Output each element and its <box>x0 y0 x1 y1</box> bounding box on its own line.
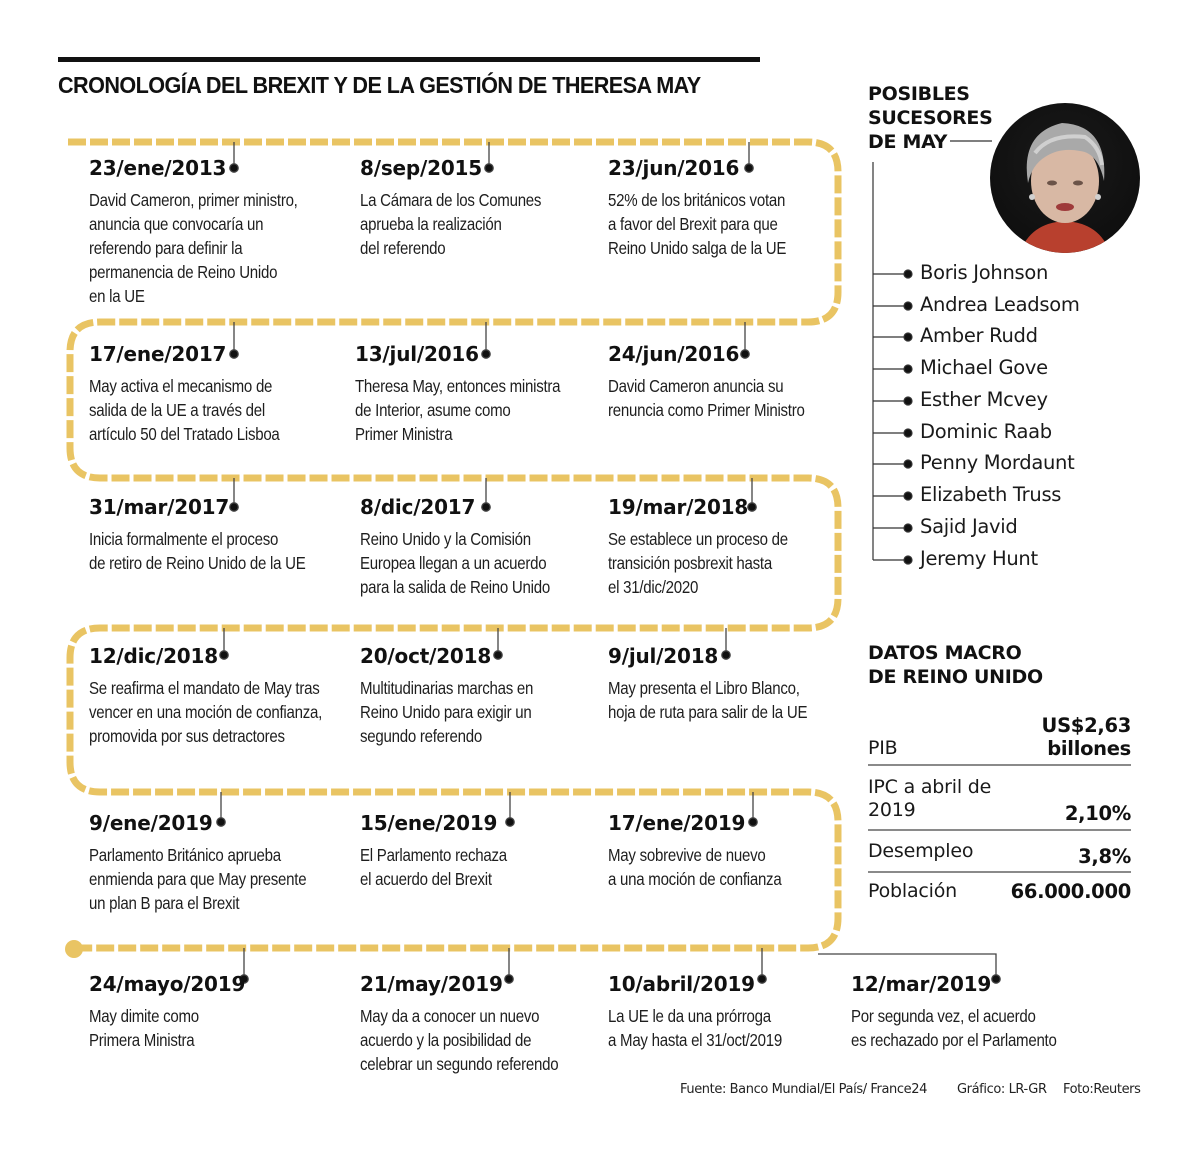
event-date: 8/sep/2015 <box>360 156 482 180</box>
successor-name: Penny Mordaunt <box>920 451 1075 474</box>
event-description: Reino Unido y la Comisión Europea llegan a un acuerdo para la salida de Reino Unido <box>360 529 550 597</box>
successors-title <box>868 82 992 154</box>
timeline-event <box>355 342 595 446</box>
event-description: Inicia formalmente el proceso de retiro de Reino Unido de la UE <box>89 529 306 573</box>
event-description: 52% de los británicos votan a favor del Brexit para que Reino Unido salga de la UE <box>608 190 787 258</box>
macro-title-line: DATOS MACRO <box>868 642 1022 664</box>
bullet-dot <box>904 365 912 373</box>
footer-photo: Foto:Reuters <box>1063 1082 1141 1097</box>
timeline-event <box>360 156 600 260</box>
macro-divider <box>868 871 1131 873</box>
bullet-dot <box>904 524 912 532</box>
page-title: CRONOLOGÍA DEL BREXIT Y DE LA GESTIÓN DE THERESA MAY <box>58 72 701 98</box>
bullet-dot <box>904 429 912 437</box>
event-date: 9/ene/2019 <box>89 811 213 835</box>
event-date: 23/ene/2013 <box>89 156 227 180</box>
macro-value: US$2,63 billones <box>1041 714 1131 760</box>
event-description: David Cameron anuncia su renuncia como Primer Ministro <box>608 376 805 420</box>
event-date: 12/mar/2019 <box>851 972 992 996</box>
macro-divider <box>868 829 1131 831</box>
macro-label: Desempleo <box>868 840 974 862</box>
event-date: 21/may/2019 <box>360 972 503 996</box>
event-description: May activa el mecanismo de salida de la UE a través del artículo 50 del Tratado Lisboa <box>89 376 280 444</box>
event-date: 23/jun/2016 <box>608 156 740 180</box>
bullet-dot <box>904 492 912 500</box>
successors-title-line: POSIBLES <box>868 83 970 105</box>
event-date: 31/mar/2017 <box>89 495 230 519</box>
macro-row-desempleo <box>868 840 1131 870</box>
footer-graphic: Gráfico: LR-GR <box>957 1082 1047 1097</box>
timeline-event <box>89 156 329 308</box>
event-date: 20/oct/2018 <box>360 644 492 668</box>
event-date: 10/abril/2019 <box>608 972 755 996</box>
successor-name: Andrea Leadsom <box>920 293 1080 316</box>
event-date: 8/dic/2017 <box>360 495 476 519</box>
event-date: 17/ene/2017 <box>89 342 227 366</box>
successor-name: Michael Gove <box>920 356 1048 379</box>
macro-divider <box>868 764 1131 766</box>
successors-title-line: DE MAY <box>868 131 948 153</box>
macro-label: Población <box>868 880 957 902</box>
event-description: Parlamento Británico aprueba enmienda para que May presente un plan B para el Brexit <box>89 845 307 913</box>
timeline-event <box>608 644 848 724</box>
timeline-event <box>360 495 600 599</box>
event-date: 24/mayo/2019 <box>89 972 246 996</box>
macro-value: 66.000.000 <box>1010 880 1131 903</box>
timeline-event <box>89 342 329 446</box>
bullet-dot <box>904 397 912 405</box>
macro-row-ipc <box>868 776 1131 826</box>
timeline-event <box>360 972 600 1076</box>
successor-name: Elizabeth Truss <box>920 483 1062 506</box>
macro-value: 3,8% <box>1078 845 1131 868</box>
event-description: Por segunda vez, el acuerdo es rechazado por el Parlamento <box>851 1006 1057 1050</box>
event-description: Se establece un proceso de transición posbrexit hasta el 31/dic/2020 <box>608 529 788 597</box>
event-date: 17/ene/2019 <box>608 811 746 835</box>
event-description: May da a conocer un nuevo acuerdo y la posibilidad de celebrar un segundo referendo <box>360 1006 559 1074</box>
successor-name: Esther Mcvey <box>920 388 1048 411</box>
macro-label: IPC a abril de 2019 <box>868 776 992 821</box>
timeline-event <box>89 811 329 915</box>
timeline-event <box>608 972 848 1052</box>
event-description: May presenta el Libro Blanco, hoja de ruta para salir de la UE <box>608 678 808 722</box>
macro-title-line: DE REINO UNIDO <box>868 666 1043 688</box>
event-date: 9/jul/2018 <box>608 644 719 668</box>
successor-name: Dominic Raab <box>920 420 1052 443</box>
footer-source: Fuente: Banco Mundial/El País/ France24 <box>680 1082 927 1097</box>
event-description: May dimite como Primera Ministra <box>89 1006 199 1050</box>
successor-name: Jeremy Hunt <box>920 547 1038 570</box>
macro-row-poblacion <box>868 880 1131 910</box>
timeline-event <box>89 644 329 748</box>
timeline-event <box>89 972 329 1052</box>
bullet-dot <box>904 270 912 278</box>
event-date: 19/mar/2018 <box>608 495 749 519</box>
timeline-event <box>360 644 600 748</box>
timeline-event <box>89 495 329 575</box>
bullet-dot <box>904 333 912 341</box>
event-description: La UE le da una prórroga a May hasta el 31/oct/2019 <box>608 1006 783 1050</box>
event-description: Se reafirma el mandato de May tras vencer en una moción de confianza, promovida por sus detractores <box>89 678 323 746</box>
event-description: El Parlamento rechaza el acuerdo del Brexit <box>360 845 507 889</box>
event-description: Theresa May, entonces ministra de Interior, asume como Primer Ministra <box>355 376 561 444</box>
event-date: 15/ene/2019 <box>360 811 498 835</box>
timeline-event <box>608 811 848 891</box>
timeline-event <box>360 811 600 891</box>
bullet-dot <box>904 302 912 310</box>
event-date: 12/dic/2018 <box>89 644 218 668</box>
macro-title <box>868 641 1043 689</box>
successors-title-line: SUCESORES <box>868 107 993 129</box>
timeline-event <box>608 156 848 260</box>
macro-label: PIB <box>868 737 898 759</box>
macro-row-pib <box>868 713 1131 763</box>
bullet-dot <box>904 460 912 468</box>
successor-name: Sajid Javid <box>920 515 1018 538</box>
event-date: 24/jun/2016 <box>608 342 740 366</box>
successor-name: Boris Johnson <box>920 261 1049 284</box>
macro-value: 2,10% <box>1064 802 1131 825</box>
timeline-event <box>608 495 848 599</box>
event-description: Multitudinarias marchas en Reino Unido para exigir un segundo referendo <box>360 678 534 746</box>
event-description: David Cameron, primer ministro, anuncia que convocaría un referendo para definir la permanencia de Reino Unido en la UE <box>89 190 298 306</box>
timeline-end-dot <box>65 940 83 958</box>
event-description: La Cámara de los Comunes aprueba la realización del referendo <box>360 190 542 258</box>
timeline-event <box>608 342 848 422</box>
theresa-may-photo <box>990 103 1140 253</box>
event-description: May sobrevive de nuevo a una moción de confianza <box>608 845 782 889</box>
timeline-event <box>851 972 1091 1052</box>
bullet-dot <box>904 556 912 564</box>
event-date: 13/jul/2016 <box>355 342 479 366</box>
successor-name: Amber Rudd <box>920 324 1038 347</box>
